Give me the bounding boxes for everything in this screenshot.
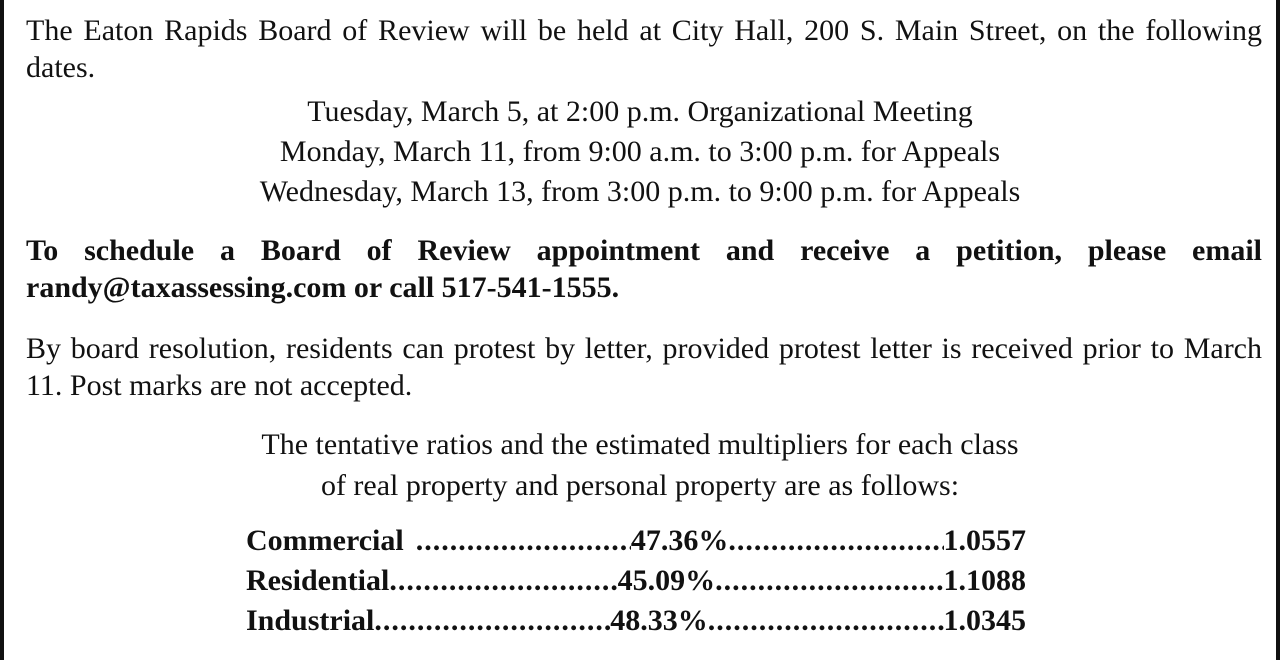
multiplier-value: 1.0345 — [943, 604, 1027, 637]
class-name: Commercial — [246, 524, 404, 557]
date-line-3: Wednesday, March 13, from 3:00 p.m. to 9:00 p.m. for Appeals — [259, 175, 1021, 208]
ratio-row-commercial — [246, 524, 1026, 564]
ratios-table — [246, 524, 1026, 644]
ratio-value: 45.09% — [617, 564, 716, 597]
dot-leader — [374, 604, 610, 638]
ratio-row-residential — [246, 564, 1026, 604]
ratio-row-industrial — [246, 604, 1026, 644]
ratio-value: 47.36% — [630, 524, 729, 557]
protest-note: By board resolution, residents can protest by letter, provided protest letter is received prior to March 11. Post marks are not accepted. — [26, 332, 1262, 402]
ratios-intro-line-1: The tentative ratios and the estimated multipliers for each class — [261, 428, 1019, 461]
class-name: Industrial — [246, 604, 375, 637]
multiplier-value: 1.0557 — [943, 524, 1027, 557]
class-name: Residential — [246, 564, 390, 597]
date-line-1: Tuesday, March 5, at 2:00 p.m. Organizational Meeting — [307, 95, 973, 128]
dot-leader — [416, 524, 631, 558]
dot-leader — [708, 604, 944, 638]
dot-leader — [389, 564, 617, 598]
intro-paragraph: The Eaton Rapids Board of Review will be held at City Hall, 200 S. Main Street, on the following dates. — [26, 14, 1262, 84]
ratios-intro-line-2: of real property and personal property are as follows: — [320, 469, 960, 502]
ratio-value: 48.33% — [610, 604, 708, 637]
schedule-note: To schedule a Board of Review appointment and receive a petition, please email randy@taxassessing.com or call 517-541-1555. — [26, 234, 1262, 304]
dot-leader — [715, 564, 943, 598]
dot-leader — [728, 524, 943, 558]
date-line-2: Monday, March 11, from 9:00 a.m. to 3:00 p.m. for Appeals — [279, 135, 1001, 168]
multiplier-value: 1.1088 — [943, 564, 1026, 597]
